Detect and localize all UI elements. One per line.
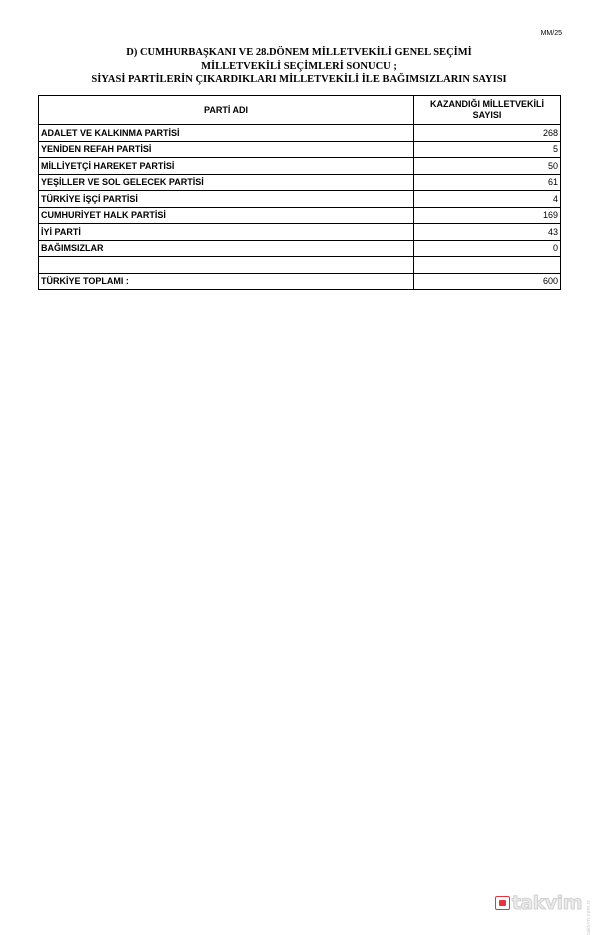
table-row: [39, 207, 561, 224]
watermark-domain: takvim.com.tr: [586, 900, 592, 935]
party-seats: 0: [414, 240, 561, 257]
party-seats: 50: [414, 158, 561, 175]
table-row: [39, 125, 561, 142]
party-name: YENİDEN REFAH PARTİSİ: [39, 141, 414, 158]
party-seats: 4: [414, 191, 561, 208]
table-row: [39, 141, 561, 158]
header-seats: [414, 96, 561, 125]
table-row: [39, 158, 561, 175]
party-name: BAĞIMSIZLAR: [39, 240, 414, 257]
total-row: [39, 273, 561, 290]
results-table: [38, 95, 561, 290]
page-code: MM/25: [540, 30, 562, 37]
total-seats: 600: [414, 273, 561, 290]
empty-row: [39, 257, 561, 274]
table-row: [39, 174, 561, 191]
watermark-text: takvim: [511, 892, 582, 914]
title-line-1: D) CUMHURBAŞKANI VE 28.DÖNEM MİLLETVEKİLİ GENEL SEÇİMİ: [126, 47, 472, 58]
table-header-row: [39, 96, 561, 125]
empty-cell: [39, 257, 414, 274]
header-seats-line-2: SAYISI: [472, 110, 502, 120]
title-line-3: SİYASİ PARTİLERİN ÇIKARDIKLARI MİLLETVEKİLİ İLE BAĞIMSIZLARIN SAYISI: [91, 74, 507, 85]
party-name: CUMHURİYET HALK PARTİSİ: [39, 207, 414, 224]
party-seats: 5: [414, 141, 561, 158]
table-row: [39, 224, 561, 241]
document-title: [38, 46, 560, 87]
party-name: YEŞİLLER VE SOL GELECEK PARTİSİ: [39, 174, 414, 191]
header-seats-line-1: KAZANDIĞI MİLLETVEKİLİ: [430, 99, 544, 109]
party-name: MİLLİYETÇİ HAREKET PARTİSİ: [39, 158, 414, 175]
takvim-watermark: [495, 892, 592, 935]
table-row: [39, 191, 561, 208]
title-line-2: MİLLETVEKİLİ SEÇİMLERİ SONUCU ;: [201, 60, 397, 72]
takvim-logo-icon: [495, 896, 510, 910]
party-seats: 169: [414, 207, 561, 224]
empty-cell: [414, 257, 561, 274]
party-name: ADALET VE KALKINMA PARTİSİ: [39, 125, 414, 142]
party-name: İYİ PARTİ: [39, 224, 414, 241]
party-name: TÜRKİYE İŞÇİ PARTİSİ: [39, 191, 414, 208]
party-seats: 61: [414, 174, 561, 191]
total-label: TÜRKİYE TOPLAMI :: [39, 273, 414, 290]
party-seats: 43: [414, 224, 561, 241]
party-seats: 268: [414, 125, 561, 142]
table-row: [39, 240, 561, 257]
header-party-name: PARTİ ADI: [39, 96, 414, 125]
